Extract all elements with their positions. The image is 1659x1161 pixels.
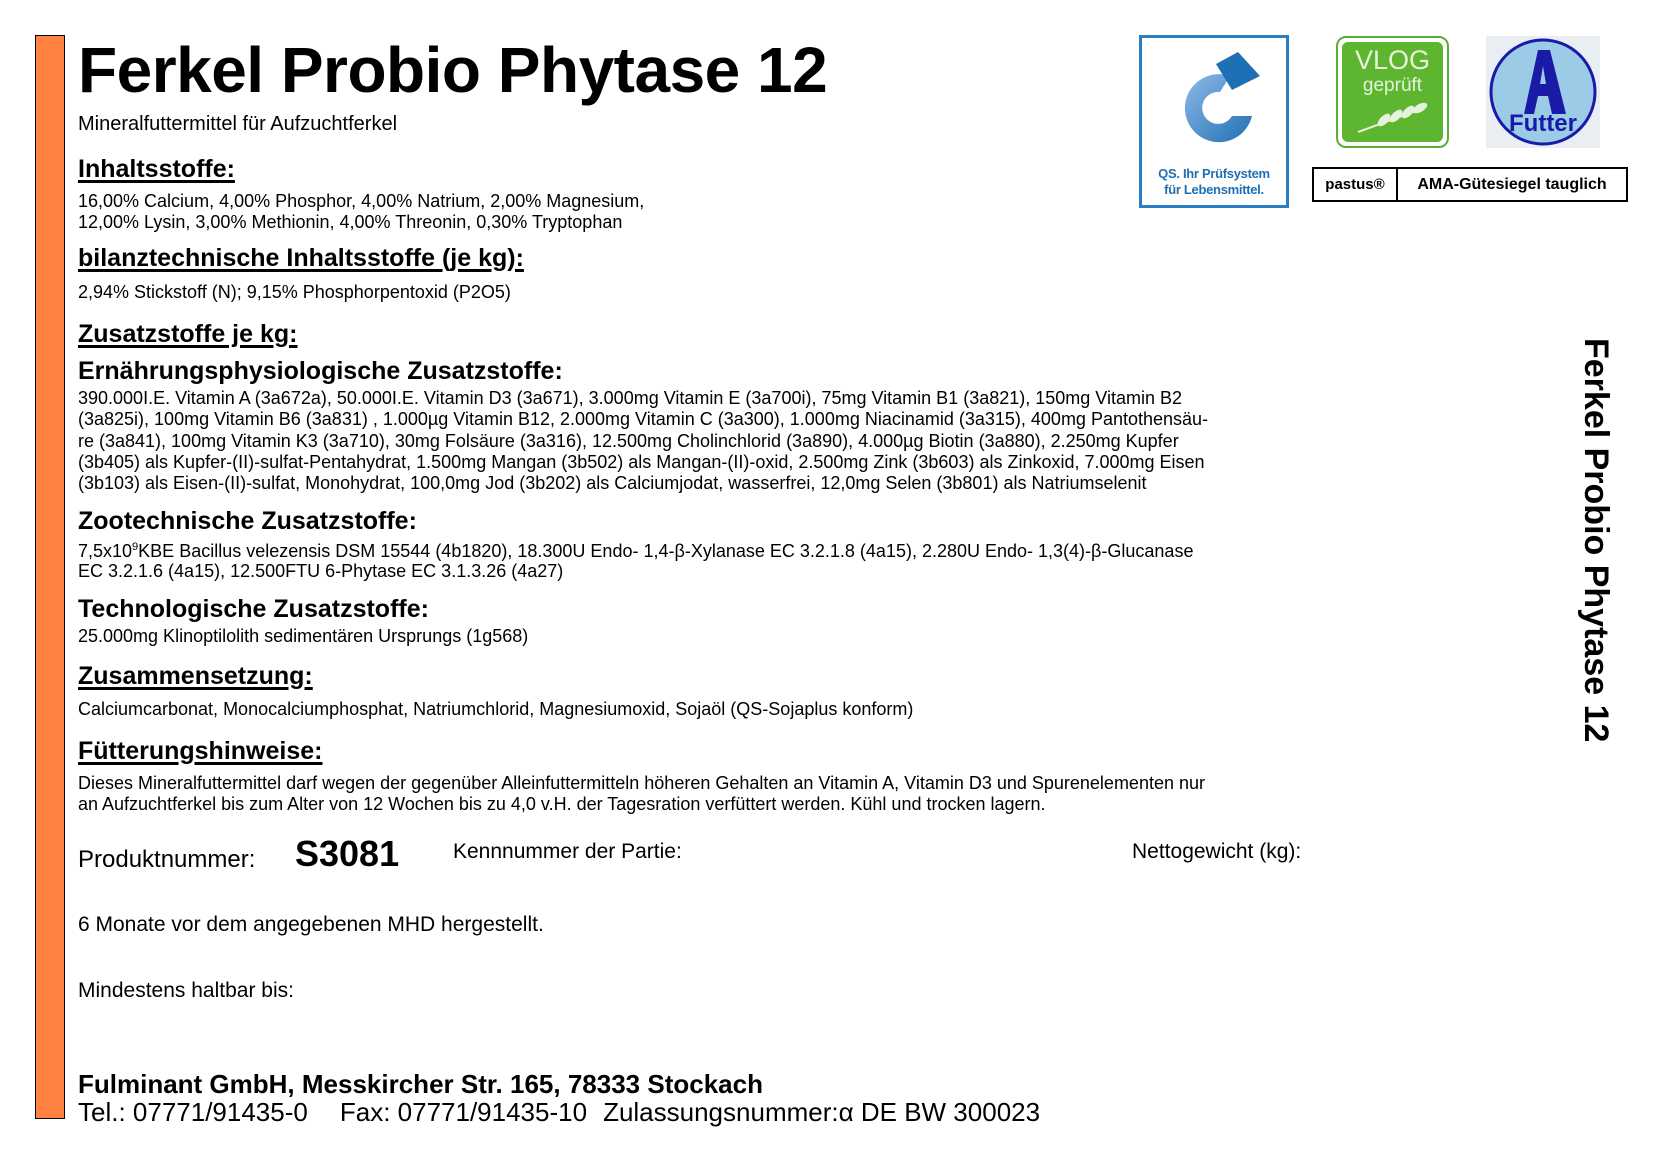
zootech-line: EC 3.2.1.6 (4a15), 12.500FTU 6-Phytase EC 3.1.3.26 (4a27) (78, 561, 564, 581)
a-futter-logo (1486, 36, 1600, 148)
inhaltsstoffe-line: 12,00% Lysin, 3,00% Methionin, 4,00% Threonin, 0,30% Tryptophan (78, 212, 623, 233)
fax: Fax: 07771/91435-10 (339, 1097, 588, 1127)
vertical-title (1574, 338, 1618, 788)
bilanz-text: 2,94% Stickstoff (N); 9,15% Phosphorpentoxid (P2O5) (78, 282, 511, 302)
approval-label: Zulassungsnummer: (603, 1097, 839, 1127)
heading-inhaltsstoffe: Inhaltsstoffe: (78, 155, 235, 183)
wheat-icon (1354, 100, 1434, 136)
qs-logo (1139, 35, 1289, 208)
product-number: S3081 (295, 833, 400, 874)
zootech-line: $7,5x10^9KBE$ Bacillus velezensis DSM 15544 (4b1820), 18.300U Endo- 1,4-β-Xylanase EC 3.2.1.8 (4a15), 2.280U Endo- 1,3(4)-β-Glucanase (78, 541, 1194, 561)
inhaltsstoffe-line: 16,00% Calcium, 4,00% Phosphor, 4,00% Natrium, 2,00% Magnesium, (78, 191, 645, 211)
telephone: Tel.: 07771/91435-0 (78, 1097, 308, 1127)
approval-number: α DE BW 300023 (838, 1097, 1041, 1127)
zootech-text (78, 541, 1538, 581)
techno-text: 25.000mg Klinoptilolith sedimentären Ursprungs (1g568) (78, 626, 529, 646)
contact-line (78, 1097, 1040, 1127)
fuetterung-text (78, 773, 1538, 816)
svg-text:Futter: Futter (1509, 110, 1577, 137)
best-before-label: Mindestens haltbar bis: (78, 979, 294, 1002)
qs-text-line1: QS. Ihr Prüfsystem (1158, 166, 1270, 181)
net-weight-label: Nettogewicht (kg): (1132, 840, 1302, 863)
orange-accent-bar (35, 35, 65, 1119)
fuetterung-line: an Aufzuchtferkel bis zum Alter von 12 Wochen bis zu 4,0 v.H. der Tagesration verfüttert werden. Kühl und trocken lagern. (78, 794, 1046, 815)
heading-bilanztechnische-inhaltsstoffe: bilanztechnische Inhaltsstoffe (je kg): (78, 244, 524, 272)
ernaehrung-line: (3b405) als Kupfer-(II)-sulfat-Pentahydrat, 1.500mg Mangan (3b502) als Mangan-(II)-oxid, 2.500mg Zink (3b603) als Zinkoxid, 7.000mg Eisen (78, 451, 1205, 472)
ernaehrung-line: re (3a841), 100mg Vitamin K3 (3a710), 30mg Folsäure (3a316), 12.500mg Cholinchlorid (3a890), 4.000µg Biotin (3a880), 2.250mg Kupfer (78, 430, 1179, 451)
qs-text-line2: für Lebensmittel. (1164, 182, 1264, 197)
heading-zootechnische: Zootechnische Zusatzstoffe: (78, 507, 417, 535)
product-subtitle: Mineralfuttermittel für Aufzuchtferkel (78, 113, 398, 135)
vlog-text: VLOG (1354, 45, 1431, 75)
heading-technologische: Technologische Zusatzstoffe: (78, 595, 429, 623)
pastus-label: pastus® (1314, 169, 1398, 200)
vertical-title-text: Ferkel Probio Phytase 12 (1577, 338, 1615, 743)
heading-zusatzstoffe: Zusatzstoffe je kg: (78, 320, 298, 348)
ernaehrung-line: (3a825i), 100mg Vitamin B6 (3a831) , 1.000µg Vitamin B12, 2.000mg Vitamin C (3a300), 1.000mg Niacinamid (3a315), 400mg Pantothensäu- (78, 409, 1209, 430)
qs-arrow-icon (1160, 46, 1270, 164)
heading-zusammensetzung: Zusammensetzung: (78, 662, 313, 690)
fuetterung-line: Dieses Mineralfuttermittel darf wegen der gegenüber Alleinfuttermitteln höheren Gehalten an Vitamin A, Vitamin D3 und Spurenelementen nur (78, 773, 1205, 793)
ernaehrung-line: 390.000I.E. Vitamin A (3a672a), 50.000I.E. Vitamin D3 (3a671), 3.000mg Vitamin E (3a700i), 75mg Vitamin B1 (3a821), 150mg Vitamin B2 (78, 388, 1182, 408)
company-address: Fulminant GmbH, Messkircher Str. 165, 78333 Stockach (78, 1069, 763, 1099)
product-title: Ferkel Probio Phytase 12 (78, 34, 828, 106)
vlog-logo (1336, 36, 1449, 148)
ernaehrung-line: (3b103) als Eisen-(II)-sulfat, Monohydrat, 100,0mg Jod (3b202) als Calciumjodat, wasserfrei, 12,0mg Selen (3b801) als Natriumselenit (78, 473, 1147, 494)
batch-number-label: Kennnummer der Partie: (453, 840, 682, 863)
production-note: 6 Monate vor dem angegebenen MHD hergestellt. (78, 913, 544, 936)
a-futter-icon (1486, 36, 1600, 148)
ernaehrung-text (78, 388, 1538, 494)
vlog-subtext: geprüft (1362, 75, 1423, 96)
zusammensetzung-text: Calciumcarbonat, Monocalciumphosphat, Natriumchlorid, Magnesiumoxid, Sojaöl (QS-Sojaplus konform) (78, 699, 914, 719)
heading-fuetterungshinweise: Fütterungshinweise: (78, 737, 323, 765)
ama-label: AMA-Gütesiegel tauglich (1417, 176, 1607, 193)
product-number-label: Produktnummer: (78, 846, 256, 873)
inhaltsstoffe-text (78, 191, 1538, 234)
heading-ernaehrungsphysiologische: Ernährungsphysiologische Zusatzstoffe: (78, 357, 563, 385)
